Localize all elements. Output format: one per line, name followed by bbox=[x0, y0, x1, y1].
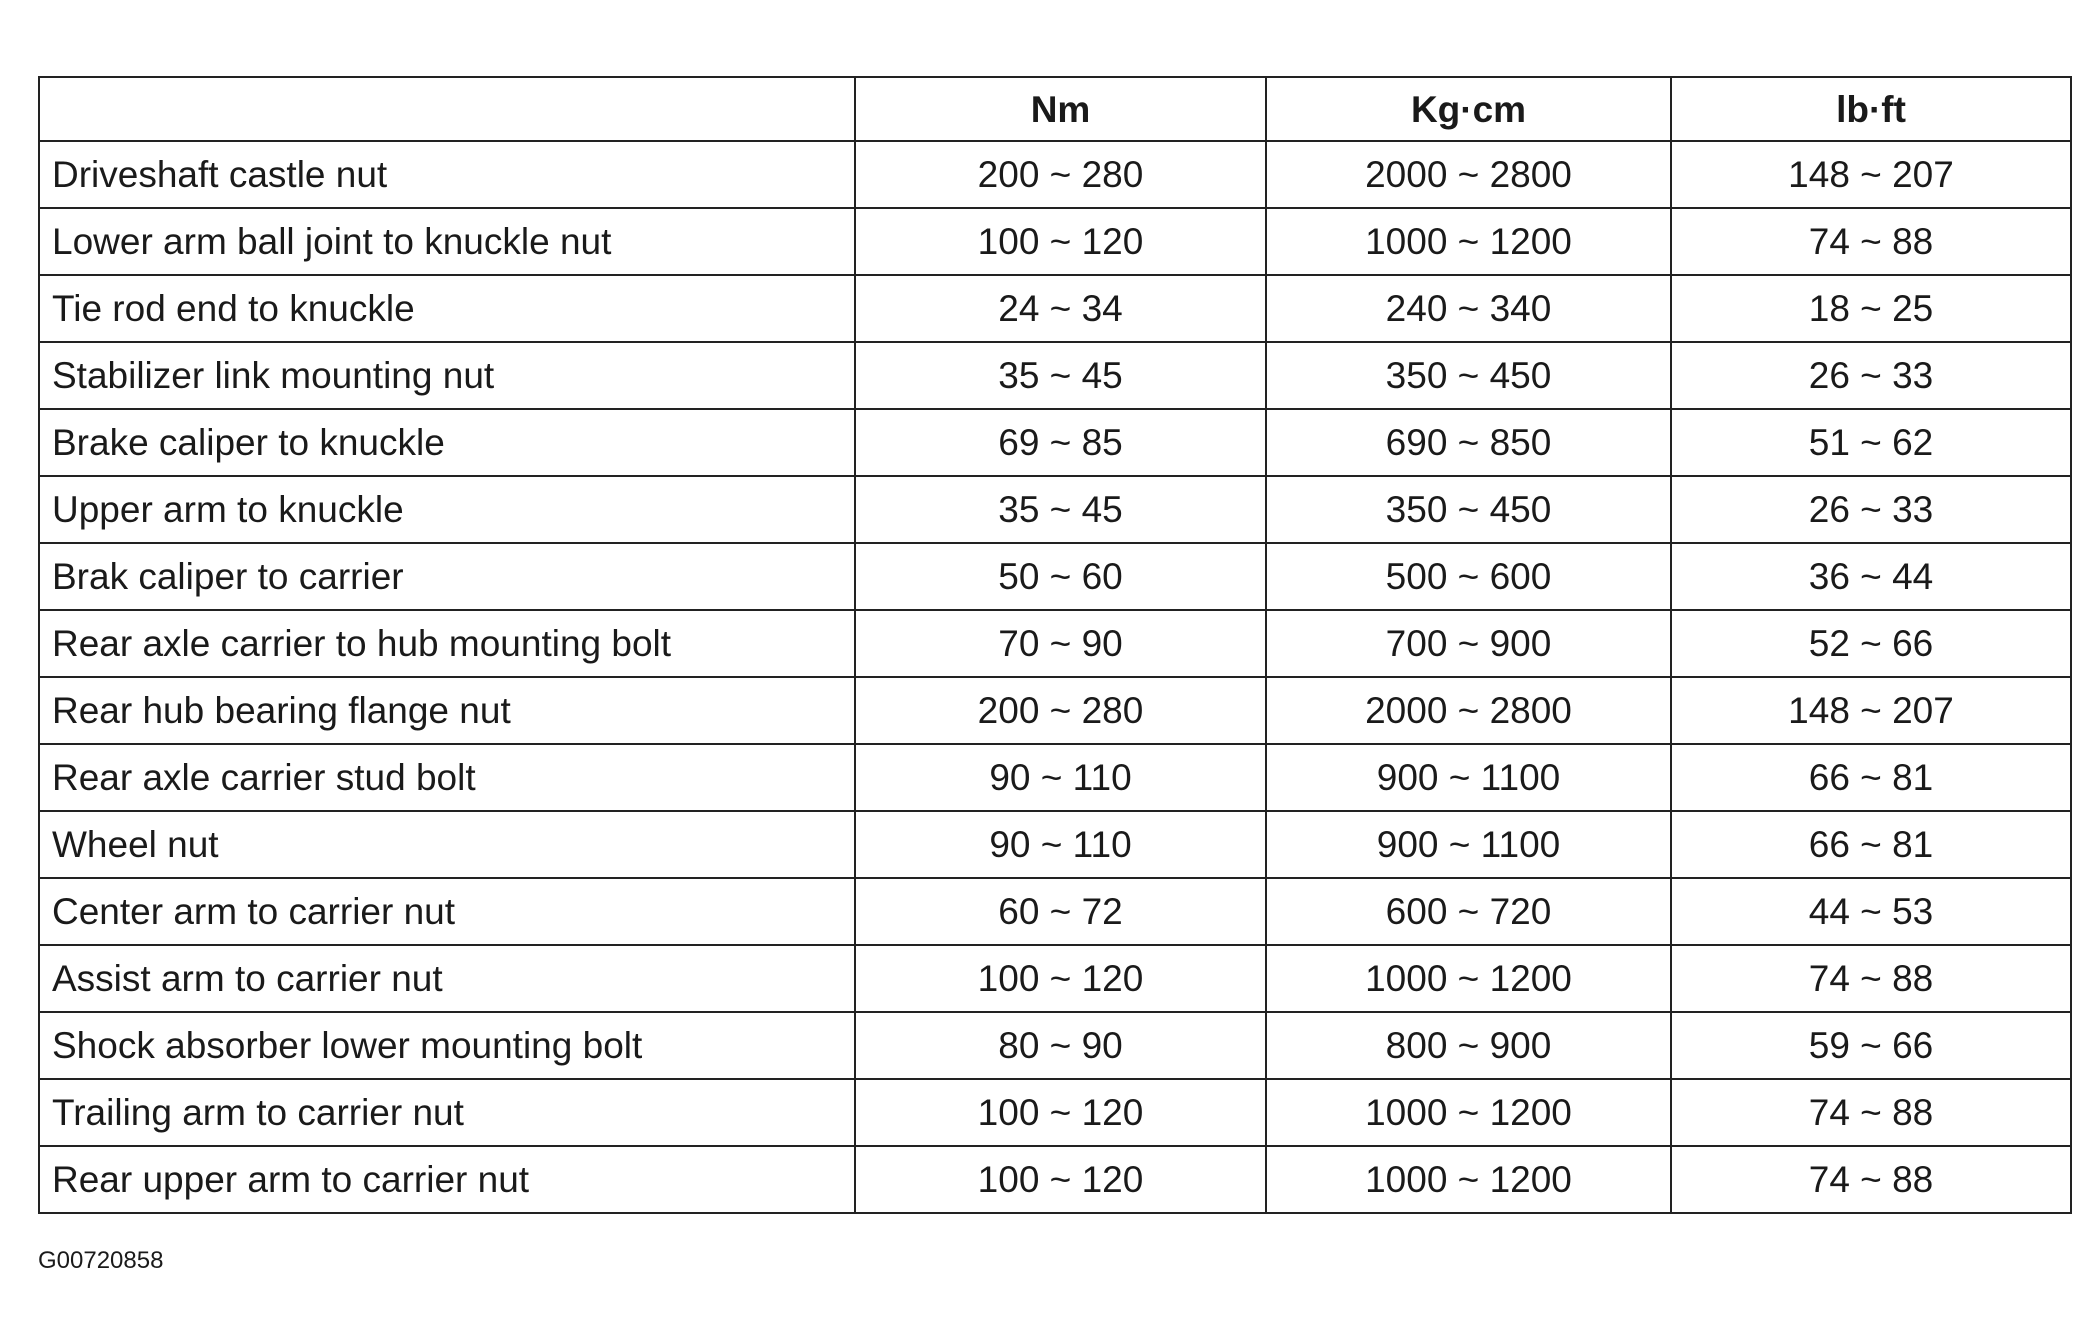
table-row bbox=[39, 1079, 2071, 1146]
cell-lbft: 59 ~ 66 bbox=[1671, 1012, 2071, 1079]
cell-nm: 90 ~ 110 bbox=[855, 811, 1266, 878]
cell-lbft: 51 ~ 62 bbox=[1671, 409, 2071, 476]
figure-id: G00720858 bbox=[38, 1247, 164, 1274]
table-row bbox=[39, 744, 2071, 811]
cell-kgcm: 1000 ~ 1200 bbox=[1266, 1146, 1671, 1213]
cell-nm: 35 ~ 45 bbox=[855, 342, 1266, 409]
cell-nm: 90 ~ 110 bbox=[855, 744, 1266, 811]
cell-nm: 100 ~ 120 bbox=[855, 208, 1266, 275]
cell-kgcm: 1000 ~ 1200 bbox=[1266, 945, 1671, 1012]
cell-nm: 100 ~ 120 bbox=[855, 945, 1266, 1012]
cell-item: Shock absorber lower mounting bolt bbox=[39, 1012, 855, 1079]
cell-lbft: 148 ~ 207 bbox=[1671, 141, 2071, 208]
table-row bbox=[39, 141, 2071, 208]
cell-nm: 24 ~ 34 bbox=[855, 275, 1266, 342]
cell-item: Center arm to carrier nut bbox=[39, 878, 855, 945]
cell-nm: 50 ~ 60 bbox=[855, 543, 1266, 610]
cell-kgcm: 350 ~ 450 bbox=[1266, 476, 1671, 543]
table-row bbox=[39, 543, 2071, 610]
cell-lbft: 36 ~ 44 bbox=[1671, 543, 2071, 610]
cell-item: Upper arm to knuckle bbox=[39, 476, 855, 543]
table-row bbox=[39, 208, 2071, 275]
cell-kgcm: 600 ~ 720 bbox=[1266, 878, 1671, 945]
table-row bbox=[39, 409, 2071, 476]
cell-kgcm: 900 ~ 1100 bbox=[1266, 811, 1671, 878]
cell-nm: 69 ~ 85 bbox=[855, 409, 1266, 476]
header-kgcm: Kg·cm bbox=[1266, 77, 1671, 141]
cell-kgcm: 900 ~ 1100 bbox=[1266, 744, 1671, 811]
table-row bbox=[39, 342, 2071, 409]
cell-item: Trailing arm to carrier nut bbox=[39, 1079, 855, 1146]
header-lbft: lb·ft bbox=[1671, 77, 2071, 141]
cell-nm: 100 ~ 120 bbox=[855, 1079, 1266, 1146]
cell-lbft: 18 ~ 25 bbox=[1671, 275, 2071, 342]
cell-nm: 80 ~ 90 bbox=[855, 1012, 1266, 1079]
cell-lbft: 26 ~ 33 bbox=[1671, 476, 2071, 543]
cell-nm: 35 ~ 45 bbox=[855, 476, 1266, 543]
cell-lbft: 52 ~ 66 bbox=[1671, 610, 2071, 677]
cell-kgcm: 350 ~ 450 bbox=[1266, 342, 1671, 409]
cell-kgcm: 240 ~ 340 bbox=[1266, 275, 1671, 342]
table-row bbox=[39, 677, 2071, 744]
cell-item: Lower arm ball joint to knuckle nut bbox=[39, 208, 855, 275]
table-row bbox=[39, 878, 2071, 945]
table-row bbox=[39, 811, 2071, 878]
cell-kgcm: 1000 ~ 1200 bbox=[1266, 208, 1671, 275]
cell-kgcm: 800 ~ 900 bbox=[1266, 1012, 1671, 1079]
cell-kgcm: 690 ~ 850 bbox=[1266, 409, 1671, 476]
cell-nm: 200 ~ 280 bbox=[855, 677, 1266, 744]
cell-item: Stabilizer link mounting nut bbox=[39, 342, 855, 409]
cell-item: Driveshaft castle nut bbox=[39, 141, 855, 208]
cell-lbft: 74 ~ 88 bbox=[1671, 1146, 2071, 1213]
cell-kgcm: 1000 ~ 1200 bbox=[1266, 1079, 1671, 1146]
table-row bbox=[39, 610, 2071, 677]
header-nm: Nm bbox=[855, 77, 1266, 141]
table-header bbox=[39, 77, 2071, 141]
table-row bbox=[39, 275, 2071, 342]
cell-lbft: 74 ~ 88 bbox=[1671, 208, 2071, 275]
cell-item: Tie rod end to knuckle bbox=[39, 275, 855, 342]
header-item bbox=[39, 77, 855, 141]
table-row bbox=[39, 1146, 2071, 1213]
cell-kgcm: 2000 ~ 2800 bbox=[1266, 141, 1671, 208]
cell-item: Assist arm to carrier nut bbox=[39, 945, 855, 1012]
header-row bbox=[39, 77, 2071, 141]
table-row bbox=[39, 945, 2071, 1012]
cell-item: Brak caliper to carrier bbox=[39, 543, 855, 610]
cell-lbft: 66 ~ 81 bbox=[1671, 744, 2071, 811]
cell-kgcm: 500 ~ 600 bbox=[1266, 543, 1671, 610]
cell-nm: 200 ~ 280 bbox=[855, 141, 1266, 208]
cell-item: Wheel nut bbox=[39, 811, 855, 878]
cell-nm: 70 ~ 90 bbox=[855, 610, 1266, 677]
cell-item: Brake caliper to knuckle bbox=[39, 409, 855, 476]
cell-lbft: 74 ~ 88 bbox=[1671, 945, 2071, 1012]
table-body bbox=[39, 141, 2071, 1213]
cell-item: Rear axle carrier stud bolt bbox=[39, 744, 855, 811]
cell-nm: 100 ~ 120 bbox=[855, 1146, 1266, 1213]
cell-lbft: 74 ~ 88 bbox=[1671, 1079, 2071, 1146]
cell-lbft: 66 ~ 81 bbox=[1671, 811, 2071, 878]
cell-lbft: 148 ~ 207 bbox=[1671, 677, 2071, 744]
cell-item: Rear upper arm to carrier nut bbox=[39, 1146, 855, 1213]
cell-lbft: 44 ~ 53 bbox=[1671, 878, 2071, 945]
torque-spec-table bbox=[38, 76, 2072, 1214]
table-row bbox=[39, 476, 2071, 543]
table-row bbox=[39, 1012, 2071, 1079]
cell-kgcm: 2000 ~ 2800 bbox=[1266, 677, 1671, 744]
cell-item: Rear hub bearing flange nut bbox=[39, 677, 855, 744]
cell-nm: 60 ~ 72 bbox=[855, 878, 1266, 945]
cell-item: Rear axle carrier to hub mounting bolt bbox=[39, 610, 855, 677]
cell-lbft: 26 ~ 33 bbox=[1671, 342, 2071, 409]
cell-kgcm: 700 ~ 900 bbox=[1266, 610, 1671, 677]
